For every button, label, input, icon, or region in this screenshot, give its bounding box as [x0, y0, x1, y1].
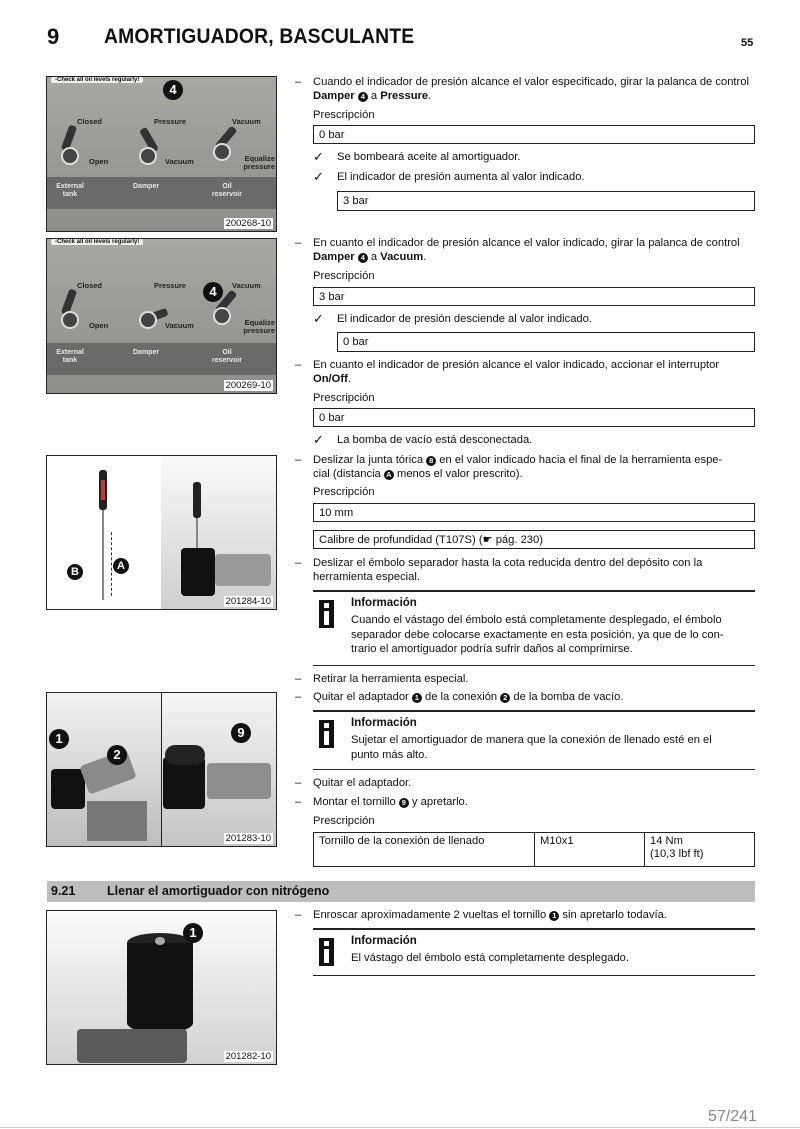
bottom-divider	[0, 1127, 800, 1128]
info-box	[313, 590, 755, 666]
torque-table	[313, 832, 755, 867]
figure-control-panel-2	[46, 238, 277, 394]
page-number: 55	[741, 37, 754, 49]
bullet-dash: –	[295, 454, 302, 466]
figure-control-panel-1	[46, 76, 277, 232]
panel-label: Closed	[77, 117, 103, 126]
check-text: La bomba de vacío está desconectada.	[337, 434, 533, 446]
result-value: 3 bar	[337, 191, 755, 211]
page-counter: 57/241	[708, 1108, 757, 1125]
page-reference-link[interactable]: ☛ pág. 230)	[482, 534, 543, 546]
info-icon	[319, 720, 334, 748]
figure-id: 201283-10	[225, 833, 271, 844]
bullet-dash: –	[295, 691, 302, 703]
info-title: Información	[351, 597, 417, 609]
info-title: Información	[351, 935, 417, 947]
table-cell: Tornillo de la conexión de llenado	[314, 833, 535, 866]
prescription-label: Prescripción	[313, 109, 375, 121]
info-body: Sujetar el amortiguador de manera que la conexión de llenado esté en el punto más alto.	[351, 734, 712, 761]
info-box	[313, 928, 755, 976]
figure-id: 200269-10	[225, 380, 271, 391]
table-cell: M10x1	[535, 833, 645, 866]
callout-1: 1	[183, 923, 203, 943]
prescription-value: 0 bar	[313, 125, 755, 144]
step-text: En cuanto el indicador de presión alcance el valor indicado, accionar el interruptor On/Off.	[313, 359, 720, 385]
step-text: Deslizar el émbolo separador hasta la cota reducida dentro del depósito con la herramienta especial.	[313, 557, 703, 583]
step-text: En cuanto el indicador de presión alcance el valor indicado, girar la palanca de control Damper 4 a Vacuum.	[313, 237, 740, 263]
chapter-title: AMORTIGUADOR, BASCULANTE	[104, 25, 415, 48]
panel-label: Damper	[133, 183, 160, 190]
bullet-dash: –	[295, 796, 302, 808]
figure-id: 201284-10	[225, 596, 271, 607]
panel-label: Oil reservoir	[212, 349, 242, 364]
figure-depth-gauge	[46, 455, 277, 610]
check-icon: ✓	[313, 169, 324, 184]
bullet-dash: –	[295, 557, 302, 569]
figure-id: 200268-10	[225, 218, 271, 229]
info-icon	[319, 600, 334, 628]
prescription-value: 0 bar	[313, 408, 755, 427]
panel-label: Open	[89, 321, 109, 330]
panel-label: Vacuum	[165, 321, 194, 330]
step-text: Cuando el indicador de presión alcance el valor especificado, girar la palanca de control Damper 4 a Pressure.	[313, 76, 749, 102]
step-text: Quitar el adaptador 1 de la conexión 2 de la bomba de vacío.	[313, 691, 624, 703]
check-icon: ✓	[313, 432, 324, 447]
info-icon	[319, 938, 334, 966]
panel-label: Pressure	[154, 117, 187, 126]
step-text: Quitar el adaptador.	[313, 777, 412, 789]
bullet-dash: –	[295, 76, 302, 88]
step-text: Montar el tornillo 9 y apretarlo.	[313, 796, 468, 808]
bullet-dash: –	[295, 673, 302, 685]
callout-4: 4	[203, 282, 223, 302]
callout-2: 2	[107, 745, 127, 765]
callout-9: 9	[231, 723, 251, 743]
figure-id: 201282-10	[225, 1051, 271, 1062]
panel-label: Closed	[77, 281, 103, 290]
info-title: Información	[351, 717, 417, 729]
step-text: Deslizar la junta tórica 8 en el valor indicado hacia el final de la herramienta espe- cial (distancia A menos el valor prescrito).	[313, 454, 723, 480]
info-body: El vástago del émbolo está completamente desplegado.	[351, 952, 629, 964]
check-text: Se bombeará aceite al amortiguador.	[337, 151, 521, 163]
warning-sticker: -Check all oil levels regularly!	[51, 77, 143, 83]
panel-label: Oil reservoir	[212, 183, 242, 198]
panel-label: Equalize pressure	[243, 154, 275, 171]
figure-nitrogen-fill	[46, 910, 277, 1065]
step-text: Retirar la herramienta especial.	[313, 673, 469, 685]
special-tool-reference: Calibre de profundidad (T107S) (☛ pág. 230)	[313, 530, 755, 549]
check-text: El indicador de presión desciende al valor indicado.	[337, 313, 592, 325]
callout-1: 1	[49, 729, 69, 749]
panel-label: Pressure	[154, 281, 187, 290]
prescription-label: Prescripción	[313, 486, 375, 498]
bullet-dash: –	[295, 359, 302, 371]
chapter-number: 9	[47, 24, 60, 49]
bullet-dash: –	[295, 237, 302, 249]
prescription-label: Prescripción	[313, 270, 375, 282]
check-icon: ✓	[313, 311, 324, 326]
panel-label: Damper	[133, 349, 160, 356]
prescription-label: Prescripción	[313, 815, 375, 827]
panel-label: Vacuum	[232, 281, 261, 290]
section-title: Llenar el amortiguador con nitrógeno	[107, 884, 330, 898]
prescription-label: Prescripción	[313, 392, 375, 404]
check-text: El indicador de presión aumenta al valor indicado.	[337, 171, 585, 183]
panel-label: Vacuum	[165, 157, 194, 166]
prescription-value: 3 bar	[313, 287, 755, 306]
check-icon: ✓	[313, 149, 324, 164]
callout-b: B	[67, 564, 83, 580]
step-text: Enroscar aproximadamente 2 vueltas el tornillo 1 sin apretarlo todavía.	[313, 909, 667, 921]
callout-4: 4	[163, 80, 183, 100]
table-cell: 14 Nm (10,3 lbf ft)	[650, 835, 704, 860]
bullet-dash: –	[295, 777, 302, 789]
section-header	[47, 881, 755, 902]
callout-a: A	[113, 558, 129, 574]
info-box	[313, 710, 755, 770]
panel-label: External tank	[56, 349, 84, 364]
panel-label: Vacuum	[232, 117, 261, 126]
info-body: Cuando el vástago del émbolo está completamente desplegado, el émbolo separador debe colocarse exactamente en esta posición, ya que de lo con- trario el amortiguador podría sufrir daños al comprimirse.	[351, 614, 724, 655]
panel-label: Equalize pressure	[243, 318, 275, 335]
section-number: 9.21	[51, 884, 76, 898]
prescription-value: 10 mm	[313, 503, 755, 522]
figure-adapter-removal	[46, 692, 277, 847]
warning-sticker: -Check all oil levels regularly!	[51, 239, 143, 245]
bullet-dash: –	[295, 909, 302, 921]
panel-label: External tank	[56, 183, 84, 198]
panel-label: Open	[89, 157, 109, 166]
result-value: 0 bar	[337, 332, 755, 352]
